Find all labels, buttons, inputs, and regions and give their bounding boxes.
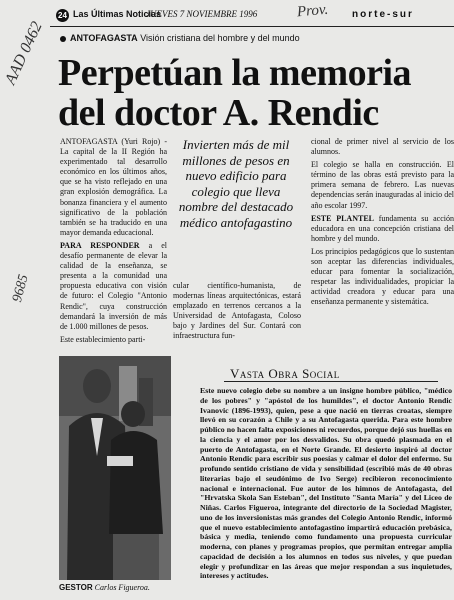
bullet-icon (60, 36, 66, 42)
newspaper-name: Las Últimas Noticias (73, 9, 162, 19)
header-rule (50, 26, 454, 27)
lead-in: ESTE PLANTEL (311, 213, 374, 223)
paragraph-text: a el desafío permanente de elevar la calidad de la enseñanza, se presenta a la comunidad una propuesta educativa con visión de futuro: el Colegio "Antonio Rendic", cuya construcción demandará la inversión de más de 1.000 millones de pesos. (60, 240, 167, 331)
paragraph: El colegio se halla en construcción. El término de las obras está previsto para la primera semana de febrero. Las nuevas dependencias serán inauguradas al inicio del año escolar 1997. (311, 160, 454, 210)
sidebar-rule (224, 381, 438, 382)
paragraph: Los principios pedagógicos que lo sustentan son aceptar las diferencias individuales, educar para fomentar la socialización, respetar las individualidades, propiciar la actividad creadora y educar para una enseñanza permanente y sistemática. (311, 246, 454, 307)
sidebar-title: Vasta Obra Social (230, 366, 340, 381)
pull-quote: Invierten más de mil millones de pesos en nuevo edificio para colegio que lleva nombre del destacado médico antofagastino (178, 137, 294, 230)
article-column-3 (311, 137, 454, 311)
margin-note-archive: AAD 0462 (2, 19, 46, 88)
caption-label: GESTOR (59, 583, 93, 592)
section-name: norte-sur (352, 9, 414, 20)
kicker (60, 33, 300, 43)
article-column-1 (60, 137, 167, 348)
kicker-place: ANTOFAGASTA (70, 33, 138, 43)
caption-text: Carlos Figueroa. (94, 583, 150, 592)
article-photo (59, 356, 171, 580)
photo-caption (59, 583, 150, 592)
margin-note-number: 9685 (10, 272, 32, 304)
paragraph-text: fundamenta su acción educadora en una concepción cristiana del hombre y del mundo. (311, 213, 454, 243)
handwritten-note: Prov. (296, 1, 329, 21)
photo-image (59, 356, 171, 580)
sidebar-text: Este nuevo colegio debe su nombre a un insigne hombre público, "médico de los pobres" y "apóstol de los humildes", el doctor Antonio Rendic Ivanovic (1896-1993), quien, pese a que nació en tierras croatas, siempre llevó en su corazón a Chile y a su Antofagasta querida. Para este hombre público no hacen falta exposiciones ni recuerdos, porque dejó sus huellas en la ciencia y el amor por los desvalidos. Su obra quedó plasmada en el puerto de Antofagasta, en el Norte Grande. El desierto inspiró al doctor Antonio Rendic para escribir sus poesías y calmar el dolor del enfermo. Su profundo sentido cristiano de vida y sensibilidad (escribió más de 40 obras literarias bajo el seudónimo de Ivo Serge) recibieron reconocimiento nacional e internacional. Fue autor de los himnos de Antofagasta, del "Hrvatska Skola San Esteban", del Instituto "Santa María" y del Liceo de Niñas. Carlos Figueroa, integrante del directorio de la Sociedad Magister, uno de los inversionistas más grandes del Colegio Antonio Rendic, informó que el nuevo establecimiento antofagastino impartirá educación prebásica, básica y media, teniendo como fundamento una propuesta curricular moderna, con planes y programas propios, que permitan entregar amplia capacidad de decisión a los alumnos en todos sus niveles, y que puedan elegir y profundizar en las áreas que mejor respondan a sus inquietudes, intereses y actitudes. (200, 386, 452, 581)
article-column-2 (173, 281, 301, 345)
paragraph: ANTOFAGASTA (Yuri Rojo) - La capital de la II Región ha experimentado tal desarrollo económico en los últimos años, que se ha visto reflejado en una gran explosión demográfica. La bonanza financiera y el aumento significativo de la población también se ha traducido en una mayor demanda educacional. (60, 137, 167, 237)
paragraph: Este establecimiento parti- (60, 334, 146, 344)
lead-in: PARA RESPONDER (60, 240, 140, 250)
issue-date: JUEVES 7 NOVIEMBRE 1996 (146, 9, 258, 19)
paragraph: cional de primer nivel al servicio de los alumnos. (311, 137, 454, 157)
headline: Perpetúan la memoria del doctor A. Rendic (58, 52, 412, 134)
paragraph (311, 214, 454, 244)
kicker-text: Visión cristiana del hombre y del mundo (140, 33, 300, 43)
paragraph: cular científico-humanista, de modernas líneas arquitectónicas, estará emplazado en terrenos cercanos a la Universidad de Antofagasta, Coloso bajo y Jardines del Sur. Contará con infraestructura fun- (173, 281, 301, 341)
paragraph (60, 241, 167, 332)
page-number: 24 (56, 9, 69, 22)
